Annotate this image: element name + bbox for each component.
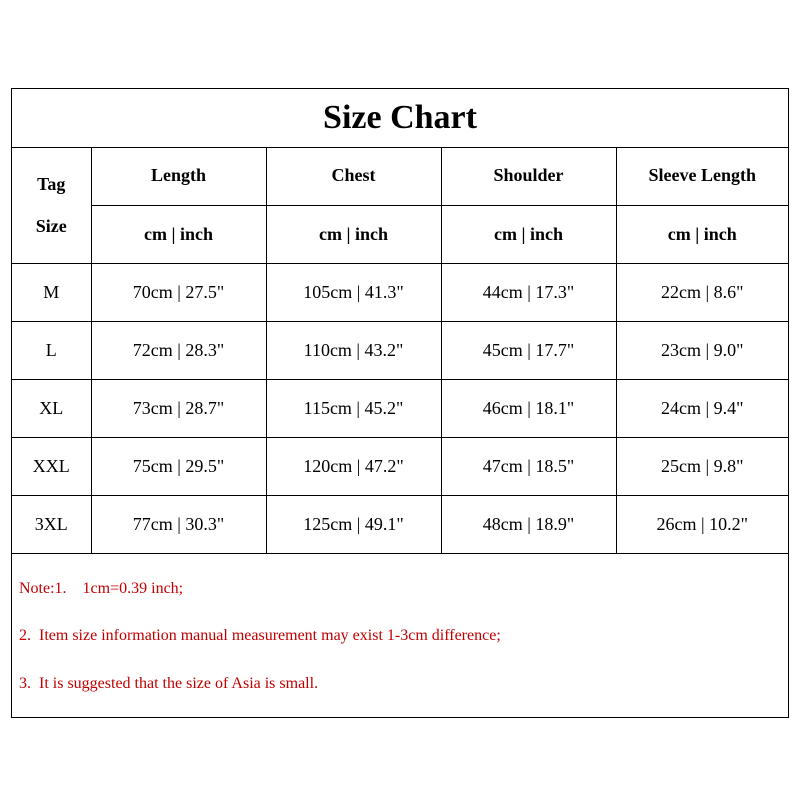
length-unit: cm | inch <box>91 205 266 263</box>
sleeve-cell: 23cm | 9.0" <box>616 321 788 379</box>
chest-cell: 110cm | 43.2" <box>266 321 441 379</box>
size-table <box>12 147 788 554</box>
chest-header: Chest <box>266 147 441 205</box>
size-chart <box>11 88 789 718</box>
chest-cell: 120cm | 47.2" <box>266 437 441 495</box>
table-row <box>12 495 788 553</box>
length-cell: 75cm | 29.5" <box>91 437 266 495</box>
size-cell: L <box>12 321 91 379</box>
size-cell: XL <box>12 379 91 437</box>
sleeve-length-header: Sleeve Length <box>616 147 788 205</box>
tag-label: Tag <box>37 173 66 194</box>
chest-cell: 105cm | 41.3" <box>266 263 441 321</box>
size-cell: M <box>12 263 91 321</box>
unit-row <box>12 205 788 263</box>
table-row <box>12 379 788 437</box>
sleeve-cell: 22cm | 8.6" <box>616 263 788 321</box>
size-cell: XXL <box>12 437 91 495</box>
table-row <box>12 321 788 379</box>
note-asia-size: 3. It is suggested that the size of Asia is small. <box>19 675 319 692</box>
sleeve-unit: cm | inch <box>616 205 788 263</box>
chest-cell: 125cm | 49.1" <box>266 495 441 553</box>
chest-unit: cm | inch <box>266 205 441 263</box>
shoulder-cell: 45cm | 17.7" <box>441 321 616 379</box>
header-row <box>12 147 788 205</box>
length-cell: 73cm | 28.7" <box>91 379 266 437</box>
size-cell: 3XL <box>12 495 91 553</box>
length-cell: 77cm | 30.3" <box>91 495 266 553</box>
sleeve-cell: 26cm | 10.2" <box>616 495 788 553</box>
chest-cell: 115cm | 45.2" <box>266 379 441 437</box>
length-cell: 72cm | 28.3" <box>91 321 266 379</box>
shoulder-cell: 48cm | 18.9" <box>441 495 616 553</box>
tag-size-header <box>12 147 91 263</box>
size-label: Size <box>35 215 67 236</box>
table-row <box>12 263 788 321</box>
length-cell: 70cm | 27.5" <box>91 263 266 321</box>
notes-section <box>12 556 788 717</box>
sleeve-cell: 24cm | 9.4" <box>616 379 788 437</box>
note-measurement: 2. Item size information manual measurement may exist 1-3cm difference; <box>19 627 501 644</box>
note-conversion: Note:1. 1cm=0.39 inch; <box>19 580 184 597</box>
chart-title: Size Chart <box>12 89 788 148</box>
shoulder-header: Shoulder <box>441 147 616 205</box>
shoulder-cell: 46cm | 18.1" <box>441 379 616 437</box>
shoulder-unit: cm | inch <box>441 205 616 263</box>
table-row <box>12 437 788 495</box>
shoulder-cell: 47cm | 18.5" <box>441 437 616 495</box>
sleeve-cell: 25cm | 9.8" <box>616 437 788 495</box>
length-header: Length <box>91 147 266 205</box>
shoulder-cell: 44cm | 17.3" <box>441 263 616 321</box>
